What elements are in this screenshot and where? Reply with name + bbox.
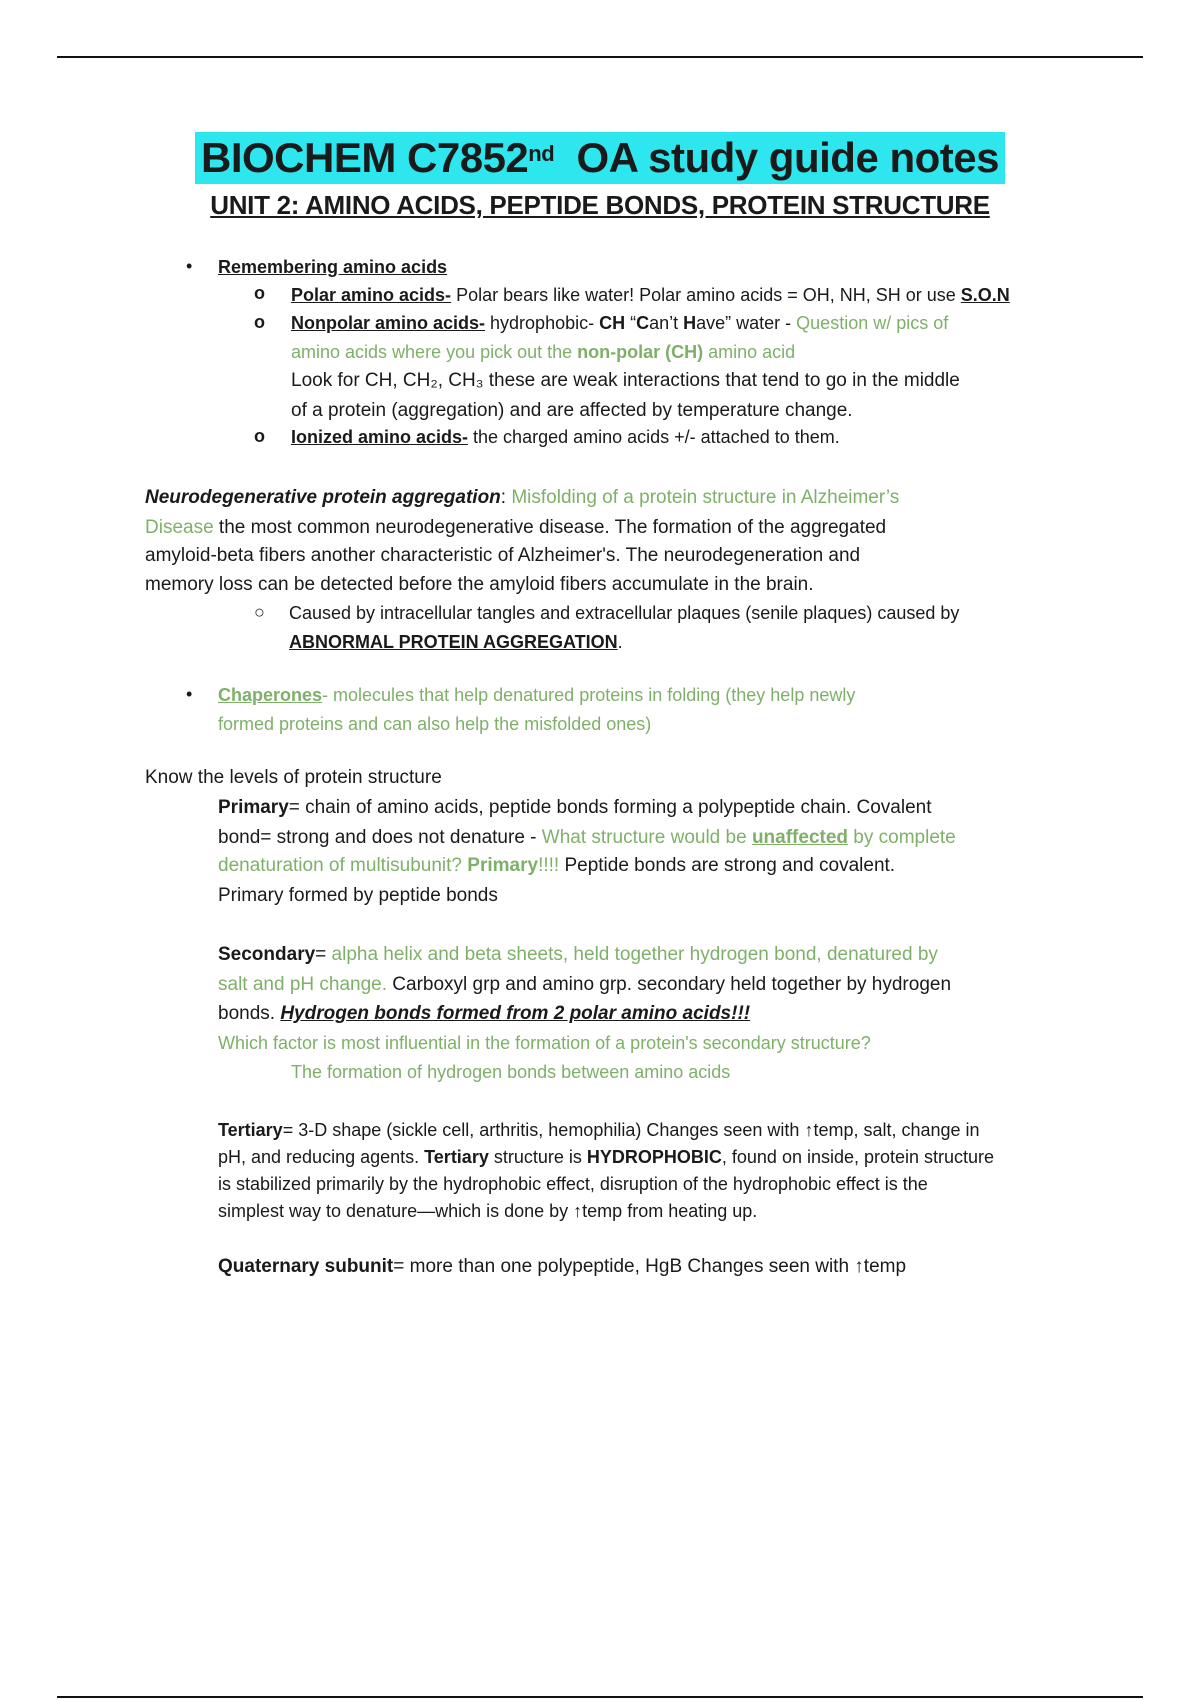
nonpolar-look-line-2: of a protein (aggregation) and are affected by temperature change. bbox=[291, 400, 853, 421]
neuro-bullet-line-1: Caused by intracellular tangles and extracellular plaques (senile plaques) caused by bbox=[289, 603, 960, 623]
bullet-circle: ○ bbox=[254, 602, 265, 622]
neuro-bullet-line-2: ABNORMAL PROTEIN AGGREGATION. bbox=[289, 632, 623, 652]
nonpolar-look-line: Look for CH, CH₂, CH₃ these are weak interactions that tend to go in the middle bbox=[291, 370, 960, 391]
tertiary-line-2: pH, and reducing agents. Tertiary structure is HYDROPHOBIC, found on inside, protein structure bbox=[218, 1147, 995, 1167]
secondary-answer: The formation of hydrogen bonds between amino acids bbox=[291, 1062, 731, 1082]
primary-line-2: bond= strong and does not denature - What structure would be unaffected by complete bbox=[218, 827, 956, 848]
bullet-o: o bbox=[254, 426, 265, 446]
page-subtitle: UNIT 2: AMINO ACIDS, PEPTIDE BONDS, PROTEIN STRUCTURE bbox=[210, 190, 990, 220]
secondary-line-2: salt and pH change. Carboxyl grp and amino grp. secondary held together by hydrogen bbox=[218, 974, 952, 995]
chaperones-line-1: Chaperones- molecules that help denatured proteins in folding (they help newly bbox=[218, 685, 856, 705]
tertiary-line-1: Tertiary= 3-D shape (sickle cell, arthritis, hemophilia) Changes seen with ↑temp, salt, change in bbox=[218, 1120, 980, 1140]
secondary-line-3: bonds. Hydrogen bonds formed from 2 polar amino acids!!! bbox=[218, 1003, 751, 1024]
bullet-o: o bbox=[254, 312, 265, 332]
chaperones-line-2: formed proteins and can also help the misfolded ones) bbox=[218, 714, 652, 734]
bullet-dot: • bbox=[186, 256, 193, 276]
tertiary-line-4: simplest way to denature—which is done by ↑temp from heating up. bbox=[218, 1201, 758, 1221]
remembering-heading: Remembering amino acids bbox=[218, 257, 448, 277]
quaternary-line: Quaternary subunit= more than one polypeptide, HgB Changes seen with ↑temp bbox=[218, 1256, 907, 1277]
nonpolar-line: Nonpolar amino acids- hydrophobic- CH “Can’t Have” water - Question w/ pics of bbox=[291, 313, 949, 333]
bottom-rule bbox=[57, 1696, 1143, 1698]
nonpolar-line-2: amino acids where you pick out the non-polar (CH) amino acid bbox=[291, 342, 796, 362]
neuro-line-2: Disease the most common neurodegenerative disease. The formation of the aggregated bbox=[145, 517, 887, 538]
bullet-dot: • bbox=[186, 684, 193, 704]
secondary-question: Which factor is most influential in the formation of a protein's secondary structure? bbox=[218, 1033, 871, 1053]
primary-line-3: denaturation of multisubunit? Primary!!!! Peptide bonds are strong and covalent. bbox=[218, 855, 896, 876]
secondary-line-1: Secondary= alpha helix and beta sheets, held together hydrogen bond, denatured by bbox=[218, 944, 938, 965]
bullet-o: o bbox=[254, 283, 265, 303]
primary-line-4: Primary formed by peptide bonds bbox=[218, 885, 498, 906]
top-rule bbox=[57, 56, 1143, 58]
page-title: BIOCHEM C7852nd OA study guide notes bbox=[0, 132, 1200, 184]
neuro-line-3: amyloid-beta fibers another characteristic of Alzheimer's. The neurodegeneration and bbox=[145, 545, 861, 566]
neuro-line-4: memory loss can be detected before the amyloid fibers accumulate in the brain. bbox=[145, 574, 814, 595]
polar-line: Polar amino acids- Polar bears like water! Polar amino acids = OH, NH, SH or use S.O.N bbox=[291, 285, 1010, 305]
primary-line-1: Primary= chain of amino acids, peptide bonds forming a polypeptide chain. Covalent bbox=[218, 797, 932, 818]
levels-heading: Know the levels of protein structure bbox=[145, 767, 442, 788]
ionized-line: Ionized amino acids- the charged amino acids +/- attached to them. bbox=[291, 427, 840, 447]
neuro-line-1: Neurodegenerative protein aggregation: Misfolding of a protein structure in Alzheimer’s bbox=[145, 487, 900, 508]
tertiary-line-3: is stabilized primarily by the hydrophobic effect, disruption of the hydrophobic effect is the bbox=[218, 1174, 928, 1194]
